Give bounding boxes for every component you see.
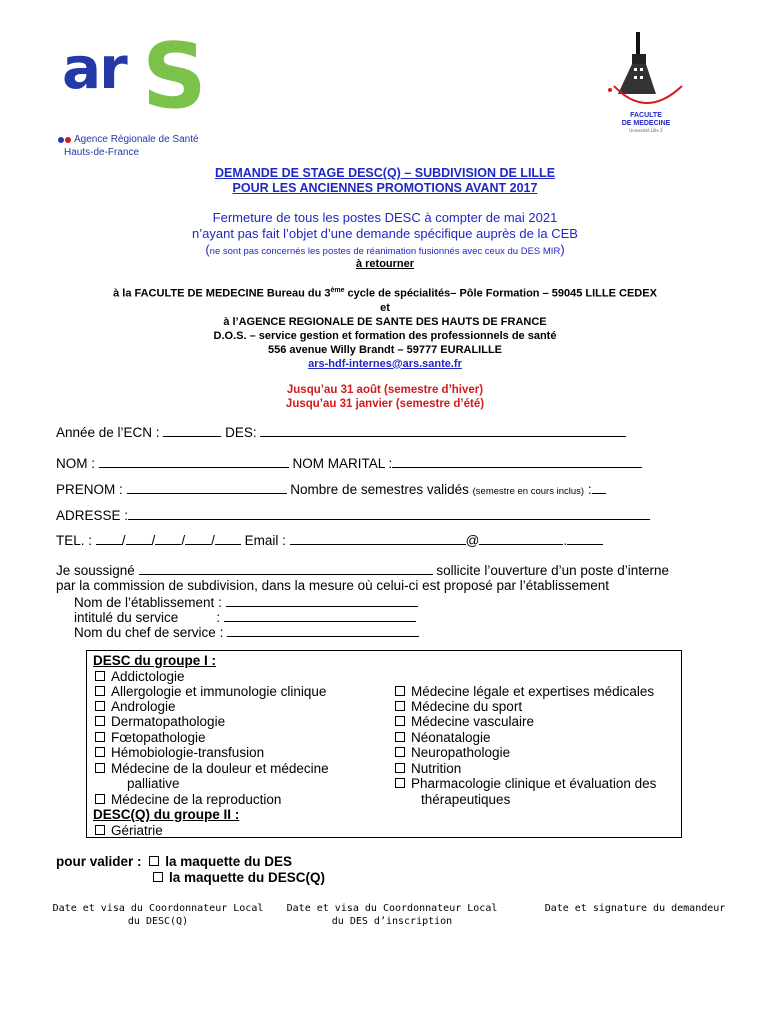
tel-slash-2: / bbox=[151, 533, 156, 548]
checkbox-icon[interactable] bbox=[95, 701, 105, 711]
ecn-label: Année de l’ECN : bbox=[56, 425, 160, 440]
intitule-field[interactable] bbox=[224, 609, 416, 622]
desc-left-label-0: Addictologie bbox=[111, 669, 185, 684]
validate-option-2: la maquette du DESC(Q) bbox=[169, 870, 326, 885]
des-field[interactable] bbox=[260, 424, 626, 437]
desc-left-label-2: Andrologie bbox=[111, 699, 176, 714]
tel-field-5[interactable] bbox=[215, 532, 241, 545]
checkbox-icon[interactable] bbox=[395, 763, 405, 773]
title-line1: DEMANDE DE STAGE DESC(Q) – SUBDIVISION DE LILLE bbox=[214, 166, 556, 180]
row-nom bbox=[56, 455, 642, 471]
etablissement-field[interactable] bbox=[226, 594, 418, 607]
tel-slash-1: / bbox=[121, 533, 126, 548]
faculte-logo-text bbox=[606, 112, 686, 128]
return-line1 bbox=[0, 284, 770, 301]
adresse-field[interactable] bbox=[128, 507, 650, 520]
desc-left-item-2[interactable] bbox=[95, 699, 176, 714]
row-intitule bbox=[74, 609, 416, 625]
faculte-logo bbox=[596, 24, 696, 142]
return-line3: D.O.S. – service gestion et formation des professionnels de santé bbox=[213, 329, 557, 342]
desc-left-label-3: Dermatopathologie bbox=[111, 714, 226, 729]
faculte-small: Université Lille 2 bbox=[629, 128, 663, 133]
sig3-line1: Date et signature du demandeur bbox=[544, 903, 726, 914]
desc-left-item-last[interactable] bbox=[95, 792, 281, 807]
row-ecn bbox=[56, 424, 626, 440]
return-heading: à retourner bbox=[355, 258, 415, 270]
checkbox-icon[interactable] bbox=[395, 778, 405, 788]
desc-left-item-3[interactable] bbox=[95, 714, 225, 729]
row-prenom bbox=[56, 481, 606, 497]
ars-logo-word: ar bbox=[62, 34, 126, 102]
desc-left-label-4: Fœtopathologie bbox=[111, 730, 206, 745]
desc-right-label-3: Néonatalogie bbox=[411, 730, 491, 745]
email-at: @ bbox=[465, 533, 480, 548]
semestres-label: Nombre de semestres validés bbox=[290, 482, 469, 497]
signature-col-1 bbox=[40, 902, 276, 928]
row-tel bbox=[56, 532, 603, 548]
sig2-line1: Date et visa du Coordonnateur Local bbox=[286, 903, 498, 914]
tel-slash-4: / bbox=[211, 533, 215, 548]
return-line4: 556 avenue Willy Brandt – 59777 EURALILLE bbox=[267, 343, 503, 356]
validate-row-2 bbox=[153, 870, 325, 885]
sig2-line2: du DES d’inscription bbox=[331, 916, 453, 927]
des-label: DES: bbox=[225, 425, 257, 440]
faculte-line1: FACULTE bbox=[630, 112, 662, 119]
tel-slash-3: / bbox=[181, 533, 186, 548]
semestres-note: (semestre en cours inclus) bbox=[472, 486, 585, 497]
desc-left-item-0[interactable] bbox=[95, 669, 185, 684]
page-title bbox=[0, 166, 770, 196]
tel-field-4[interactable] bbox=[185, 532, 211, 545]
tel-field-2[interactable] bbox=[126, 532, 152, 545]
checkbox-icon[interactable] bbox=[95, 716, 105, 726]
signature-col-2 bbox=[274, 902, 510, 928]
desc-left-item-1[interactable] bbox=[95, 684, 326, 699]
desc-left-label-5: Hémobiologie-transfusion bbox=[111, 745, 265, 760]
row-adresse bbox=[56, 507, 650, 523]
desc-right-label-6: Pharmacologie clinique et évaluation des bbox=[411, 776, 657, 791]
deadline-winter: Jusqu’au 31 août (semestre d’hiver) bbox=[286, 384, 484, 396]
email-user-field[interactable] bbox=[290, 532, 466, 545]
desc-right-label-4: Neuropathologie bbox=[411, 745, 511, 760]
desc-left-item-5[interactable] bbox=[95, 745, 264, 760]
chef-field[interactable] bbox=[227, 624, 419, 637]
desc-right-item-0[interactable] bbox=[395, 684, 654, 699]
desc-left-label-last: Médecine de la reproduction bbox=[111, 792, 282, 807]
ars-dot-red bbox=[65, 137, 71, 143]
desc-right-label-5: Nutrition bbox=[411, 761, 462, 776]
request-line2: par la commission de subdivision, dans la mesure où celui-ci est proposé par l’établissement bbox=[56, 578, 610, 593]
validate-row-1 bbox=[56, 854, 292, 869]
checkbox-icon[interactable] bbox=[153, 872, 163, 882]
title-line2: POUR LES ANCIENNES PROMOTIONS AVANT 2017 bbox=[232, 181, 538, 195]
notice-line1: Fermeture de tous les postes DESC à compter de mai 2021 bbox=[212, 210, 558, 225]
desc-right-item-6[interactable] bbox=[395, 776, 656, 791]
notice-paren-close: ) bbox=[560, 242, 565, 257]
checkbox-icon[interactable] bbox=[95, 732, 105, 742]
notice-note: ne sont pas concernés les postes de réanimation fusionnés avec ceux du DES MIR bbox=[209, 246, 561, 257]
adresse-label: ADRESSE : bbox=[56, 508, 129, 523]
desc-left-continuation: palliative bbox=[127, 776, 180, 791]
intitule-colon: : bbox=[216, 610, 221, 625]
desc-left-label-6: Médecine de la douleur et médecine bbox=[111, 761, 329, 776]
closure-notice bbox=[0, 210, 770, 260]
row-chef bbox=[74, 624, 419, 640]
tel-field-3[interactable] bbox=[155, 532, 181, 545]
return-line1-a: à la FACULTE DE MEDECINE Bureau du 3 bbox=[113, 287, 331, 300]
checkbox-icon[interactable] bbox=[95, 763, 105, 773]
validate-label: pour valider : bbox=[56, 854, 142, 869]
checkbox-icon[interactable] bbox=[395, 701, 405, 711]
semestres-colon: : bbox=[587, 482, 592, 497]
deadline-summer: Jusqu’au 31 janvier (semestre d’été) bbox=[285, 398, 485, 410]
notice-line2: n’ayant pas fait l’objet d’une demande spécifique auprès de la CEB bbox=[192, 226, 578, 241]
checkbox-icon[interactable] bbox=[95, 794, 105, 804]
checkbox-icon[interactable] bbox=[149, 856, 159, 866]
desc-group1-title: DESC du groupe I : bbox=[93, 653, 216, 668]
desc-right-label-0: Médecine légale et expertises médicales bbox=[411, 684, 655, 699]
desc-checklist-box bbox=[86, 650, 682, 838]
desc-group2-title: DESC(Q) du groupe II : bbox=[93, 807, 240, 822]
chef-label: Nom du chef de service : bbox=[74, 625, 224, 640]
intitule-label: intitulé du service bbox=[74, 610, 179, 625]
soussigne-field[interactable] bbox=[139, 562, 433, 575]
sig1-line2: du DESC(Q) bbox=[127, 916, 189, 927]
etablissement-label: Nom de l’établissement : bbox=[74, 595, 222, 610]
tel-label: TEL. : bbox=[56, 533, 93, 548]
notice-paren-open: ( bbox=[205, 242, 210, 257]
desc-right-continuation: thérapeutiques bbox=[421, 792, 511, 807]
nom-label: NOM : bbox=[56, 456, 95, 471]
checkbox-icon[interactable] bbox=[395, 686, 405, 696]
je-soussigne-label: Je soussigné bbox=[56, 563, 135, 578]
signature-col-3 bbox=[522, 902, 748, 915]
ars-dot-blue bbox=[58, 137, 64, 143]
ars-logo-line2: Hauts-de-France bbox=[64, 147, 140, 158]
return-section bbox=[0, 257, 770, 271]
checkbox-icon[interactable] bbox=[95, 825, 105, 835]
checkbox-icon[interactable] bbox=[395, 747, 405, 757]
desc-right-label-2: Médecine vasculaire bbox=[411, 714, 535, 729]
nom-marital-field[interactable] bbox=[392, 455, 642, 468]
row-etablissement bbox=[74, 594, 418, 610]
ars-logo-line1: Agence Régionale de Santé bbox=[74, 134, 199, 145]
semestres-field[interactable] bbox=[592, 481, 606, 494]
desc-left-item-4[interactable] bbox=[95, 730, 206, 745]
validate-option-1: la maquette du DES bbox=[165, 854, 293, 869]
return-line1-b: cycle de spécialités– Pôle Formation – 59045 LILLE CEDEX bbox=[344, 287, 657, 300]
prenom-label: PRENOM : bbox=[56, 482, 123, 497]
sollicite-text: sollicite l’ouverture d’un poste d’interne bbox=[436, 563, 669, 578]
email-label: Email : bbox=[244, 533, 286, 548]
checkbox-icon[interactable] bbox=[395, 716, 405, 726]
email-dot: . bbox=[563, 533, 568, 548]
faculte-building-icon bbox=[596, 24, 696, 114]
return-line2: à l’AGENCE REGIONALE DE SANTE DES HAUTS DE FRANCE bbox=[223, 315, 547, 328]
return-et: et bbox=[380, 301, 390, 314]
desc-group2-item-0[interactable] bbox=[95, 823, 163, 838]
ars-logo bbox=[58, 24, 228, 158]
checkbox-icon[interactable] bbox=[95, 747, 105, 757]
return-address bbox=[0, 284, 770, 371]
desc-right-item-4[interactable] bbox=[395, 745, 510, 760]
checkbox-icon[interactable] bbox=[95, 686, 105, 696]
desc-right-item-3[interactable] bbox=[395, 730, 491, 745]
nom-field[interactable] bbox=[99, 455, 289, 468]
desc-right-item-2[interactable] bbox=[395, 714, 534, 729]
desc-left-item-6[interactable] bbox=[95, 761, 329, 776]
ars-logo-s: S bbox=[142, 24, 207, 129]
desc-right-item-5[interactable] bbox=[395, 761, 461, 776]
sig1-line1: Date et visa du Coordonnateur Local bbox=[52, 903, 264, 914]
faculte-line2: DE MEDECINE bbox=[621, 120, 671, 127]
prenom-field[interactable] bbox=[127, 481, 287, 494]
deadlines bbox=[0, 383, 770, 411]
email-domain-field[interactable] bbox=[479, 532, 563, 545]
row-soussigne bbox=[56, 562, 669, 578]
desc-group2-label-0: Gériatrie bbox=[111, 823, 163, 838]
return-email-link[interactable]: ars-hdf-internes@ars.sante.fr bbox=[308, 357, 462, 370]
nom-marital-label: NOM MARITAL : bbox=[292, 456, 393, 471]
checkbox-icon[interactable] bbox=[95, 671, 105, 681]
return-line1-sup: ème bbox=[330, 287, 345, 294]
checkbox-icon[interactable] bbox=[395, 732, 405, 742]
desc-right-item-1[interactable] bbox=[395, 699, 522, 714]
tel-field-1[interactable] bbox=[96, 532, 122, 545]
email-tld-field[interactable] bbox=[567, 532, 603, 545]
ecn-field[interactable] bbox=[163, 424, 221, 437]
desc-left-label-1: Allergologie et immunologie clinique bbox=[111, 684, 327, 699]
desc-right-label-1: Médecine du sport bbox=[411, 699, 523, 714]
